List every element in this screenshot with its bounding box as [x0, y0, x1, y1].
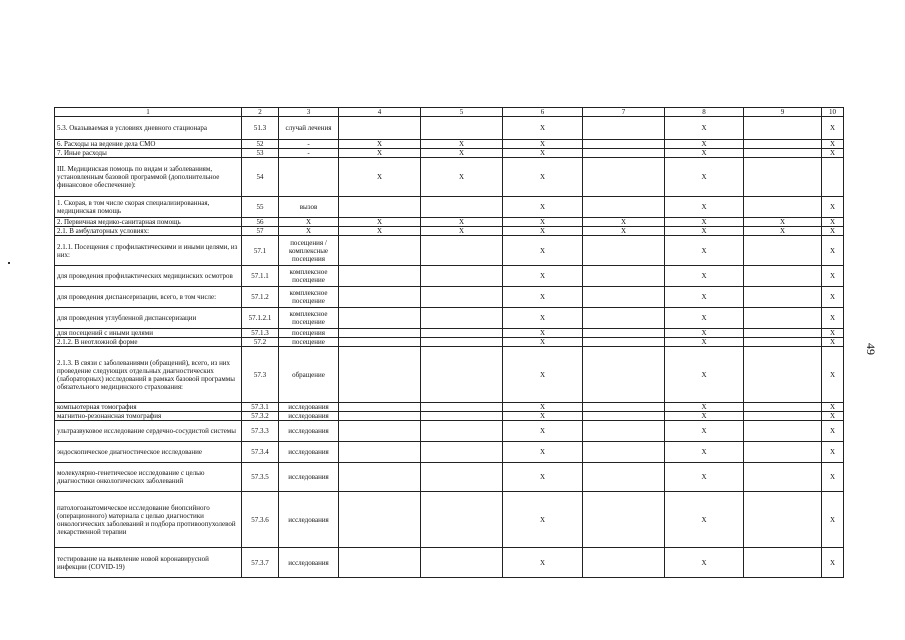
table-cell: 53 — [242, 149, 279, 158]
table-cell: X — [421, 218, 503, 227]
table-cell: X — [503, 403, 583, 412]
table-cell — [744, 442, 822, 463]
table-cell: X — [503, 227, 583, 236]
table-cell: X — [665, 338, 744, 347]
table-cell: X — [503, 492, 583, 548]
table-cell: исследования — [279, 492, 339, 548]
table-cell — [339, 338, 421, 347]
row-label-cell: 2. Первичная медико-санитарная помощь — [55, 218, 242, 227]
data-table — [54, 107, 844, 578]
table-cell: комплексное посещение — [279, 308, 339, 329]
row-label-cell: молекулярно-генетическое исследование с целью диагностики онкологических заболеваний — [55, 463, 242, 492]
table-cell — [744, 338, 822, 347]
header-cell: 7 — [583, 108, 665, 117]
table-cell: исследования — [279, 421, 339, 442]
header-cell: 3 — [279, 108, 339, 117]
table-cell: X — [822, 140, 844, 149]
table-cell — [339, 492, 421, 548]
table-cell: X — [822, 548, 844, 578]
table-cell: 57.1.2 — [242, 287, 279, 308]
page-number: 49 — [864, 343, 878, 355]
table-cell — [744, 412, 822, 421]
table-cell — [583, 421, 665, 442]
table-row — [55, 347, 844, 403]
table-cell — [583, 347, 665, 403]
table-cell — [339, 308, 421, 329]
table-cell: X — [503, 421, 583, 442]
table-cell — [339, 287, 421, 308]
table-row — [55, 421, 844, 442]
table-cell: X — [339, 149, 421, 158]
table-cell: 57 — [242, 227, 279, 236]
table-cell: исследования — [279, 548, 339, 578]
table-cell: X — [421, 140, 503, 149]
table-cell: X — [744, 227, 822, 236]
table-cell: исследования — [279, 403, 339, 412]
table-row — [55, 492, 844, 548]
table-cell — [744, 329, 822, 338]
table-cell: X — [665, 197, 744, 218]
header-cell: 2 — [242, 108, 279, 117]
table-cell: X — [503, 463, 583, 492]
row-label-cell: ультразвуковое исследование сердечно-сосудистой системы — [55, 421, 242, 442]
table-cell: комплексное посещение — [279, 287, 339, 308]
table-cell — [339, 421, 421, 442]
table-cell — [744, 140, 822, 149]
table-row — [55, 548, 844, 578]
table-cell: X — [822, 197, 844, 218]
table-cell: 57.1 — [242, 236, 279, 266]
table-cell — [339, 266, 421, 287]
table-cell: X — [503, 287, 583, 308]
table-cell: случай лечения — [279, 117, 339, 140]
table-cell — [583, 140, 665, 149]
table-row — [55, 463, 844, 492]
table-cell — [744, 463, 822, 492]
table-cell — [583, 149, 665, 158]
table-cell — [339, 347, 421, 403]
row-label-cell: III. Медицинская помощь по видам и заболеваниям, установленным базовой программой (дополнительное финансовое обеспечение): — [55, 158, 242, 197]
table-cell: X — [822, 227, 844, 236]
table-cell — [583, 548, 665, 578]
table-cell: X — [665, 140, 744, 149]
table-cell — [583, 236, 665, 266]
table-row — [55, 158, 844, 197]
table-cell: X — [503, 149, 583, 158]
table-cell: X — [421, 149, 503, 158]
table-cell — [421, 338, 503, 347]
table-row — [55, 287, 844, 308]
table-cell: X — [279, 218, 339, 227]
table-cell: исследования — [279, 463, 339, 492]
table-cell — [339, 197, 421, 218]
table-cell: X — [665, 266, 744, 287]
table-cell: X — [503, 158, 583, 197]
table-cell: X — [503, 266, 583, 287]
table-cell — [421, 403, 503, 412]
table-cell: X — [421, 158, 503, 197]
table-row — [55, 338, 844, 347]
table-cell — [421, 266, 503, 287]
table-cell: обращение — [279, 347, 339, 403]
header-cell: 5 — [421, 108, 503, 117]
row-label-cell: 2.1. В амбулаторных условиях: — [55, 227, 242, 236]
table-cell: X — [339, 158, 421, 197]
table-cell: X — [822, 149, 844, 158]
table-cell: X — [822, 463, 844, 492]
table-cell: X — [822, 287, 844, 308]
table-cell — [744, 117, 822, 140]
table-row — [55, 236, 844, 266]
table-cell: X — [822, 236, 844, 266]
table-cell: X — [822, 347, 844, 403]
table-cell — [583, 463, 665, 492]
table-cell: X — [339, 227, 421, 236]
table-cell: 57.1.2.1 — [242, 308, 279, 329]
table-cell: вызов — [279, 197, 339, 218]
table-cell — [339, 236, 421, 266]
table-cell: посещения — [279, 329, 339, 338]
table-cell: X — [503, 308, 583, 329]
table-cell: X — [665, 403, 744, 412]
table-cell: X — [503, 197, 583, 218]
table-cell: X — [339, 140, 421, 149]
table-cell: X — [279, 227, 339, 236]
table-cell — [744, 347, 822, 403]
row-label-cell: для проведения углубленной диспансеризации — [55, 308, 242, 329]
table-cell — [822, 158, 844, 197]
row-label-cell: для проведения диспансеризации, всего, в том числе: — [55, 287, 242, 308]
table-cell: 52 — [242, 140, 279, 149]
table-row — [55, 218, 844, 227]
scan-speck — [8, 262, 10, 264]
table-cell: исследования — [279, 442, 339, 463]
table-cell: 57.1.3 — [242, 329, 279, 338]
table-row — [55, 140, 844, 149]
table-cell: 57.3.6 — [242, 492, 279, 548]
row-label-cell: компьютерная томография — [55, 403, 242, 412]
table-cell: 51.3 — [242, 117, 279, 140]
header-cell: 8 — [665, 108, 744, 117]
row-label-cell: 6. Расходы на ведение дела СМО — [55, 140, 242, 149]
table-cell — [744, 266, 822, 287]
table-cell: X — [822, 403, 844, 412]
table-cell — [583, 338, 665, 347]
table-cell — [744, 548, 822, 578]
table-cell — [339, 329, 421, 338]
table-cell — [583, 403, 665, 412]
table-cell: X — [665, 149, 744, 158]
row-label-cell: 2.1.2. В неотложной форме — [55, 338, 242, 347]
table-cell — [744, 492, 822, 548]
table-cell: X — [503, 236, 583, 266]
header-cell: 1 — [55, 108, 242, 117]
table-row — [55, 197, 844, 218]
table-cell: посещение — [279, 338, 339, 347]
table-cell: X — [503, 412, 583, 421]
table-cell: X — [421, 227, 503, 236]
table-cell: X — [822, 421, 844, 442]
table-cell — [744, 403, 822, 412]
header-cell: 4 — [339, 108, 421, 117]
table-row — [55, 149, 844, 158]
table-cell — [421, 236, 503, 266]
row-label-cell: тестирование на выявление новой коронавирусной инфекции (COVID-19) — [55, 548, 242, 578]
table-cell: 57.3.7 — [242, 548, 279, 578]
table-cell: 56 — [242, 218, 279, 227]
table-cell — [421, 329, 503, 338]
row-label-cell: патологоанатомическое исследование биопсийного (операционного) материала с целью диагностики онкологических заболеваний и подбора противоопухолевой лекарственной терапии — [55, 492, 242, 548]
table-cell — [583, 287, 665, 308]
table-cell: посещения / комплексные посещения — [279, 236, 339, 266]
table-cell — [744, 236, 822, 266]
table-cell: X — [665, 117, 744, 140]
table-cell — [744, 149, 822, 158]
row-label-cell: 1. Скорая, в том числе скорая специализированная, медицинская помощь — [55, 197, 242, 218]
table-cell — [339, 403, 421, 412]
table-cell: X — [665, 218, 744, 227]
table-row — [55, 412, 844, 421]
table-cell: 57.3.3 — [242, 421, 279, 442]
table-cell: - — [279, 140, 339, 149]
table-cell: X — [583, 218, 665, 227]
table-cell: X — [822, 218, 844, 227]
table-cell: X — [503, 347, 583, 403]
header-row — [55, 108, 844, 117]
row-label-cell: 5.3. Оказываемая в условиях дневного стационара — [55, 117, 242, 140]
table-row — [55, 442, 844, 463]
table-cell — [583, 412, 665, 421]
table-cell: комплексное посещение — [279, 266, 339, 287]
row-label-cell: 2.1.3. В связи с заболеваниями (обращений), всего, из них проведение следующих отдельных диагностических (лабораторных) исследований в рамках базовой программы обязательного медицинского страхования: — [55, 347, 242, 403]
table-cell — [583, 308, 665, 329]
table-cell: 55 — [242, 197, 279, 218]
table-cell — [583, 329, 665, 338]
table-row — [55, 266, 844, 287]
table-cell: X — [339, 218, 421, 227]
table-cell: X — [665, 442, 744, 463]
table-cell: 57.3.1 — [242, 403, 279, 412]
table-cell — [744, 421, 822, 442]
table-cell — [421, 287, 503, 308]
row-label-cell: магнитно-резонансная томография — [55, 412, 242, 421]
table-cell — [583, 442, 665, 463]
table-cell — [744, 308, 822, 329]
table-cell — [583, 266, 665, 287]
table-cell: X — [503, 548, 583, 578]
table-cell: X — [665, 287, 744, 308]
table-cell — [339, 548, 421, 578]
table-cell: 57.2 — [242, 338, 279, 347]
table-cell: X — [744, 218, 822, 227]
table-cell: X — [665, 421, 744, 442]
table-cell — [744, 197, 822, 218]
table-cell — [744, 158, 822, 197]
table-cell — [583, 158, 665, 197]
table-cell: X — [665, 227, 744, 236]
table-cell: X — [665, 347, 744, 403]
header-cell: 6 — [503, 108, 583, 117]
row-label-cell: 2.1.1. Посещения с профилактическими и иными целями, из них: — [55, 236, 242, 266]
table-cell: X — [665, 548, 744, 578]
table-cell: X — [822, 338, 844, 347]
table-cell: X — [503, 117, 583, 140]
table-cell — [421, 117, 503, 140]
table-cell: X — [665, 412, 744, 421]
row-label-cell: для проведения профилактических медицинских осмотров — [55, 266, 242, 287]
table-cell — [421, 492, 503, 548]
table-row — [55, 308, 844, 329]
table-cell: X — [822, 266, 844, 287]
table-cell — [421, 463, 503, 492]
table-cell: X — [503, 329, 583, 338]
table-cell: X — [503, 140, 583, 149]
table-cell — [339, 117, 421, 140]
table-cell — [279, 158, 339, 197]
table-cell: 57.3.4 — [242, 442, 279, 463]
table-cell: X — [822, 117, 844, 140]
table-cell — [583, 492, 665, 548]
table-cell: 57.1.1 — [242, 266, 279, 287]
table-cell: 57.3 — [242, 347, 279, 403]
table-cell: X — [665, 158, 744, 197]
table-cell: X — [503, 218, 583, 227]
table-cell — [421, 197, 503, 218]
table-cell: X — [665, 492, 744, 548]
table-cell — [583, 197, 665, 218]
table-row — [55, 329, 844, 338]
table-cell — [744, 287, 822, 308]
table-cell: X — [583, 227, 665, 236]
table-cell: X — [822, 308, 844, 329]
table-row — [55, 403, 844, 412]
table-cell — [421, 421, 503, 442]
header-cell: 9 — [744, 108, 822, 117]
header-cell: 10 — [822, 108, 844, 117]
table-cell — [339, 412, 421, 421]
table-cell — [583, 117, 665, 140]
table-cell: X — [822, 412, 844, 421]
table-cell: X — [503, 338, 583, 347]
table-cell: X — [665, 236, 744, 266]
table-cell: исследования — [279, 412, 339, 421]
table-cell: 57.3.2 — [242, 412, 279, 421]
table-cell — [339, 442, 421, 463]
table-cell — [421, 442, 503, 463]
table-cell — [339, 463, 421, 492]
row-label-cell: 7. Иные расходы — [55, 149, 242, 158]
table-cell: X — [822, 442, 844, 463]
table-row — [55, 227, 844, 236]
row-label-cell: для посещений с иными целями — [55, 329, 242, 338]
table-cell: X — [665, 308, 744, 329]
table-cell: X — [665, 329, 744, 338]
table-cell: - — [279, 149, 339, 158]
table-cell: X — [822, 329, 844, 338]
table-cell: X — [665, 463, 744, 492]
table-cell — [421, 548, 503, 578]
table-cell — [421, 308, 503, 329]
table-cell — [421, 347, 503, 403]
table-cell: 57.3.5 — [242, 463, 279, 492]
table-cell: X — [503, 442, 583, 463]
table-cell — [421, 412, 503, 421]
row-label-cell: эндоскопическое диагностическое исследование — [55, 442, 242, 463]
table-row — [55, 117, 844, 140]
table-cell: X — [822, 492, 844, 548]
table-cell: 54 — [242, 158, 279, 197]
